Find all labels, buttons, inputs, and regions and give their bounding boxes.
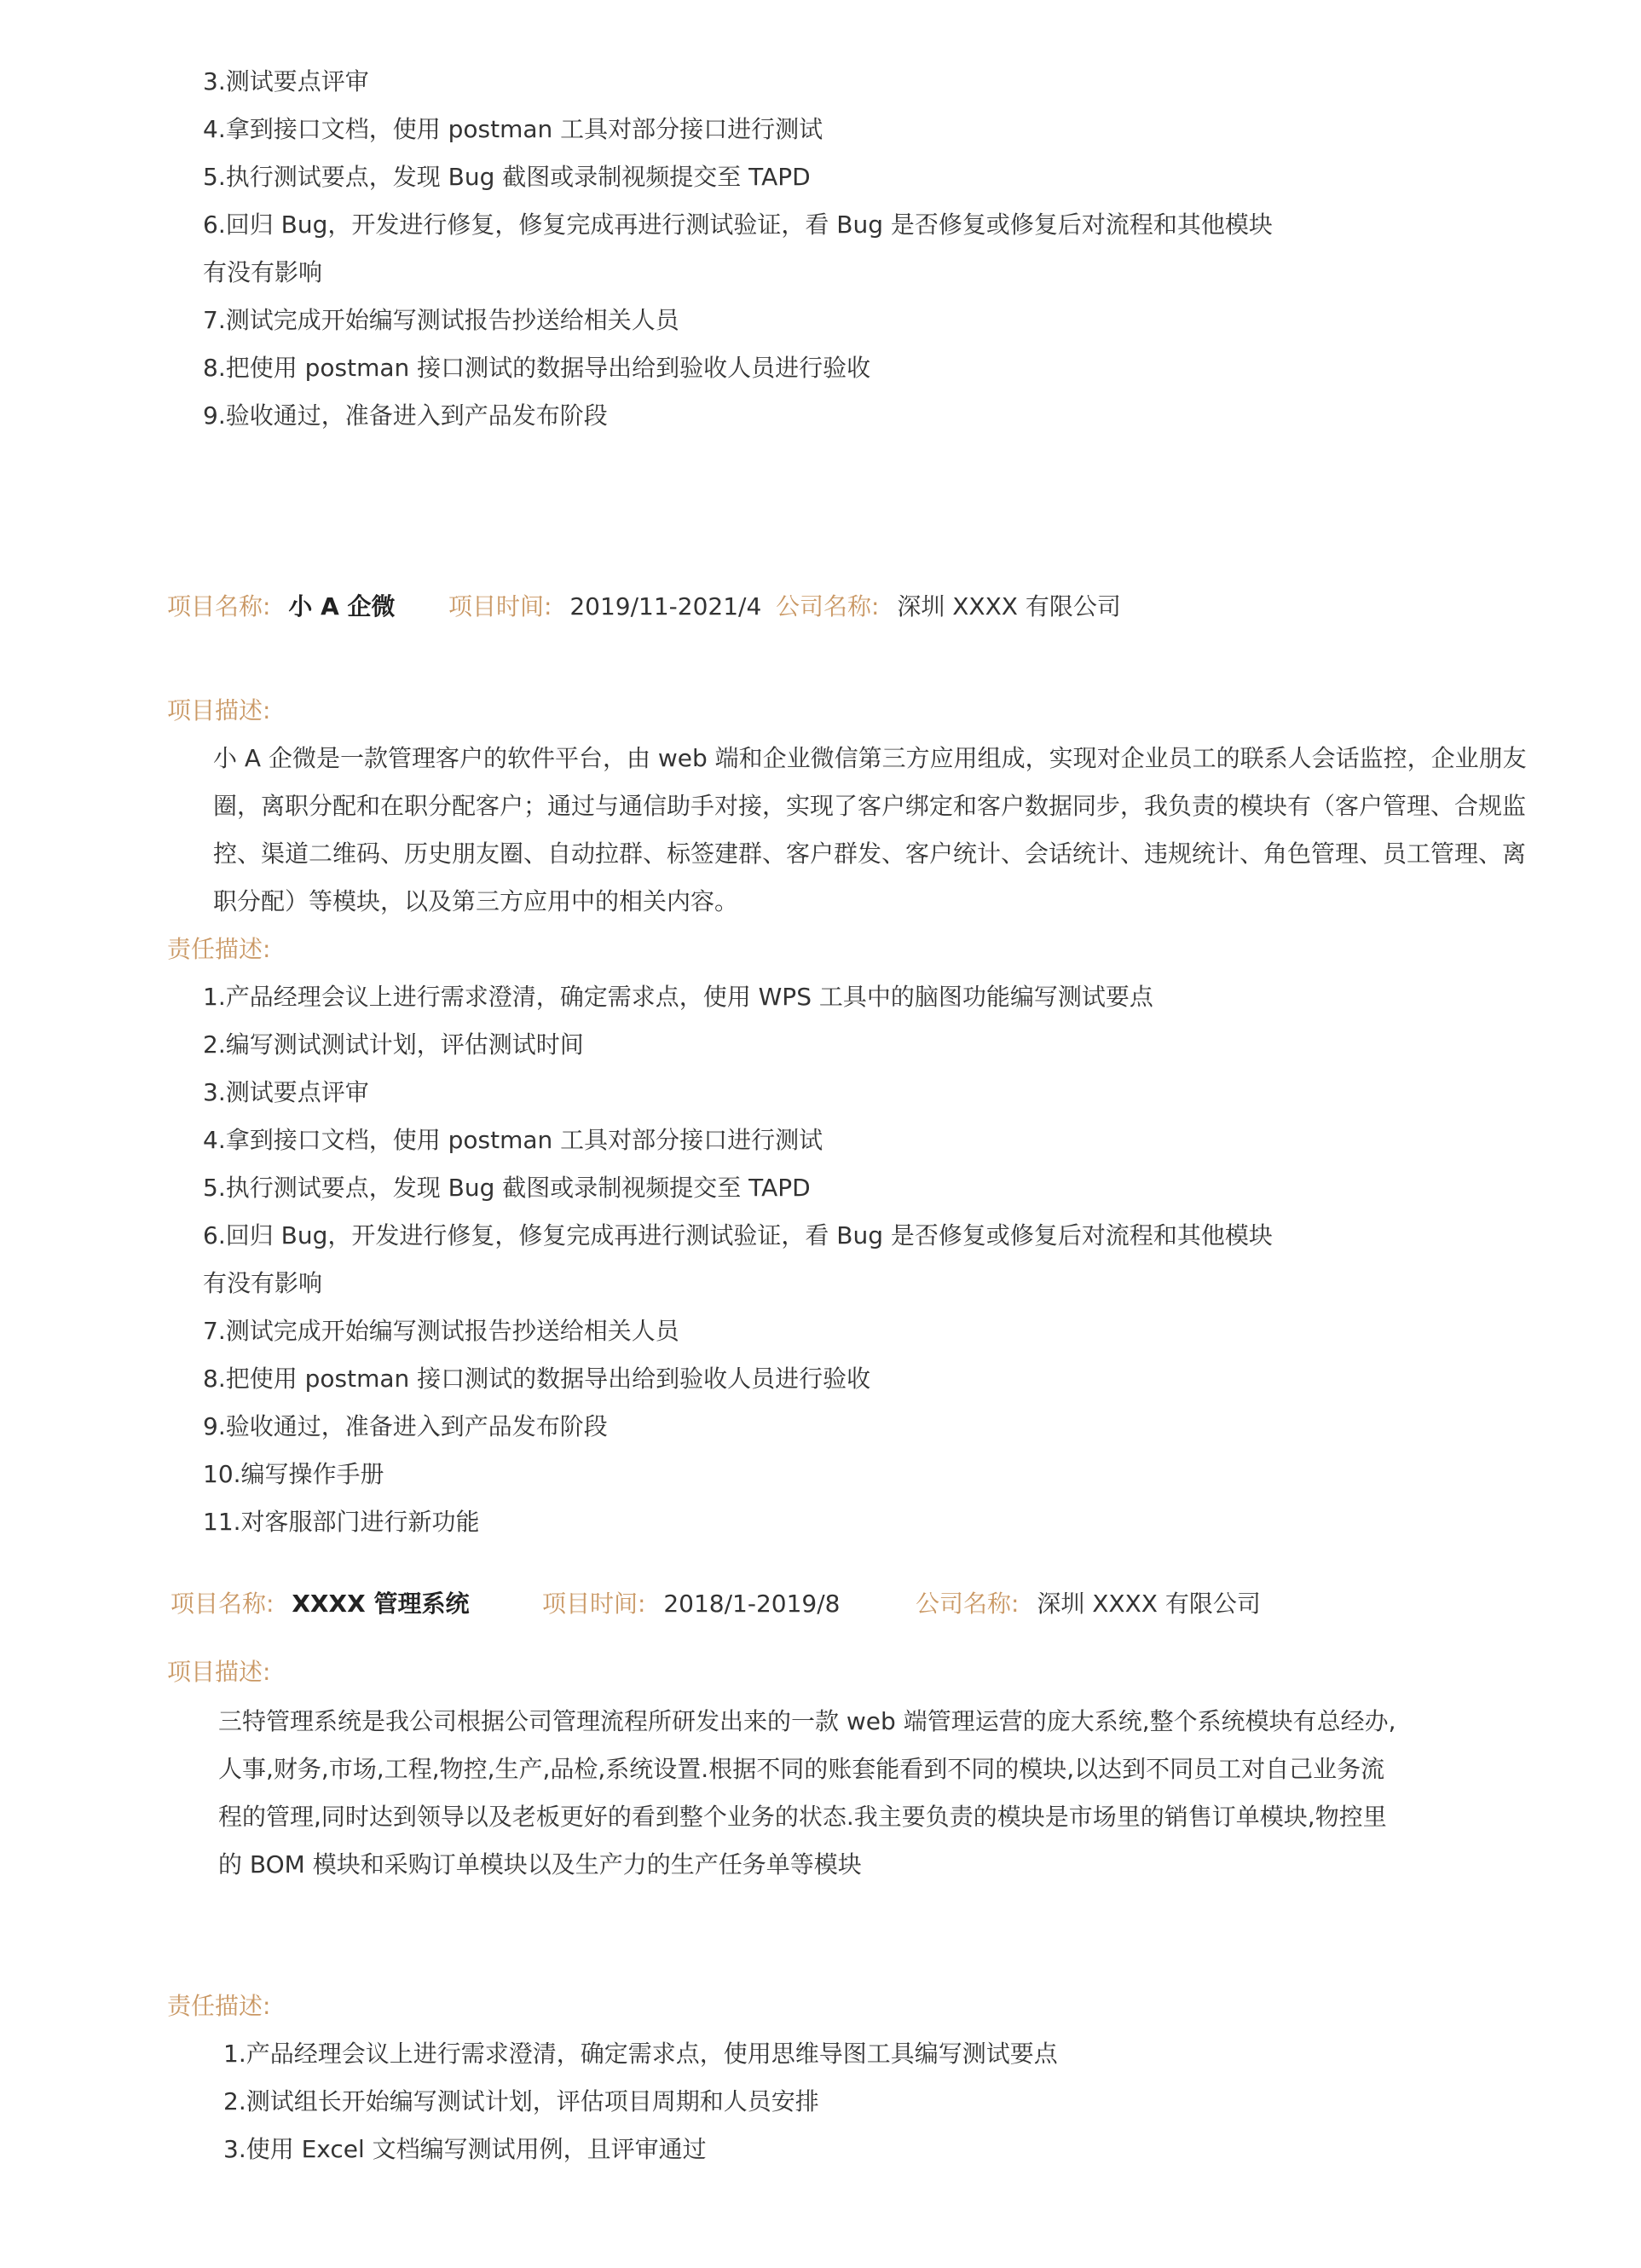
desc-line: 职分配）等模块，以及第三方应用中的相关内容。 [213, 887, 739, 915]
project-time-group [542, 1587, 840, 1621]
resp-item: 4.拿到接口文档，使用 postman 工具对部分接口进行测试 [203, 1126, 823, 1154]
resp-item: 5.执行测试要点，发现 Bug 截图或录制视频提交至 TAPD [203, 163, 811, 191]
resp-item: 3.测试要点评审 [203, 1078, 369, 1106]
resp-item: 9.验收通过，准备进入到产品发布阶段 [203, 1412, 608, 1440]
project-name: 小 A 企微 [288, 592, 396, 620]
company-name: 深圳 XXXX 有限公司 [897, 592, 1121, 620]
resp-item: 有没有影响 [203, 1269, 323, 1297]
project-time-group [448, 590, 761, 624]
resp-item: 5.执行测试要点，发现 Bug 截图或录制视频提交至 TAPD [203, 1174, 811, 1202]
desc-line: 三特管理系统是我公司根据公司管理流程所研发出来的一款 web 端管理运营的庞大系统,整个系统模块有总经办, [218, 1707, 1396, 1735]
project-time-label: 项目时间: [448, 592, 552, 620]
company-name: 深圳 XXXX 有限公司 [1037, 1590, 1261, 1618]
resp-item: 3.使用 Excel 文档编写测试用例，且评审通过 [223, 2135, 707, 2163]
resp-label: 责任描述: [167, 1992, 271, 2020]
desc-line: 程的管理,同时达到领导以及老板更好的看到整个业务的状态.我主要负责的模块是市场里的销售订单模块,物控里 [218, 1803, 1387, 1831]
company-group [776, 590, 1121, 624]
resp-item: 有没有影响 [203, 258, 323, 286]
resp-item: 6.回归 Bug，开发进行修复，修复完成再进行测试验证，看 Bug 是否修复或修复后对流程和其他模块 [203, 1221, 1273, 1249]
resp-item: 9.验收通过，准备进入到产品发布阶段 [203, 401, 608, 430]
resp-item: 10.编写操作手册 [203, 1460, 384, 1488]
project-header [167, 590, 396, 624]
project-name-label: 项目名称: [170, 1590, 274, 1618]
project-time: 2018/1-2019/8 [663, 1590, 841, 1618]
project-time-label: 项目时间: [542, 1590, 646, 1618]
company-label: 公司名称: [916, 1590, 1020, 1618]
resp-item: 1.产品经理会议上进行需求澄清，确定需求点，使用思维导图工具编写测试要点 [223, 2040, 1058, 2068]
resp-item: 6.回归 Bug，开发进行修复，修复完成再进行测试验证，看 Bug 是否修复或修复后对流程和其他模块 [203, 211, 1273, 239]
resp-item: 3.测试要点评审 [203, 67, 369, 95]
desc-label: 项目描述: [167, 1658, 271, 1686]
desc-line: 小 A 企微是一款管理客户的软件平台，由 web 端和企业微信第三方应用组成，实现对企业员工的联系人会话监控，企业朋友 [213, 744, 1527, 772]
resp-item: 1.产品经理会议上进行需求澄清，确定需求点，使用 WPS 工具中的脑图功能编写测试要点 [203, 983, 1153, 1011]
resp-item: 2.测试组长开始编写测试计划，评估项目周期和人员安排 [223, 2087, 819, 2115]
resp-item: 7.测试完成开始编写测试报告抄送给相关人员 [203, 1317, 679, 1345]
company-label: 公司名称: [776, 592, 880, 620]
resp-label: 责任描述: [167, 935, 271, 963]
company-group [916, 1587, 1261, 1621]
resp-item: 8.把使用 postman 接口测试的数据导出给到验收人员进行验收 [203, 354, 871, 382]
desc-line: 人事,财务,市场,工程,物控,生产,品检,系统设置.根据不同的账套能看到不同的模块,以达到不同员工对自己业务流 [218, 1755, 1385, 1783]
project-header [170, 1587, 469, 1621]
resp-item: 4.拿到接口文档，使用 postman 工具对部分接口进行测试 [203, 115, 823, 143]
resp-item: 7.测试完成开始编写测试报告抄送给相关人员 [203, 306, 679, 334]
resp-item: 2.编写测试测试计划，评估测试时间 [203, 1030, 584, 1059]
desc-line: 控、渠道二维码、历史朋友圈、自动拉群、标签建群、客户群发、客户统计、会话统计、违规统计、角色管理、员工管理、离 [213, 840, 1527, 868]
project-name: XXXX 管理系统 [292, 1590, 470, 1618]
resp-item: 11.对客服部门进行新功能 [203, 1508, 480, 1536]
project-name-label: 项目名称: [167, 592, 271, 620]
desc-line: 的 BOM 模块和采购订单模块以及生产力的生产任务单等模块 [218, 1850, 862, 1878]
desc-line: 圈，离职分配和在职分配客户；通过与通信助手对接，实现了客户绑定和客户数据同步，我负责的模块有（客户管理、合规监 [213, 792, 1527, 820]
project-time: 2019/11-2021/4 [569, 592, 762, 620]
desc-label: 项目描述: [167, 696, 271, 724]
resp-item: 8.把使用 postman 接口测试的数据导出给到验收人员进行验收 [203, 1365, 871, 1393]
